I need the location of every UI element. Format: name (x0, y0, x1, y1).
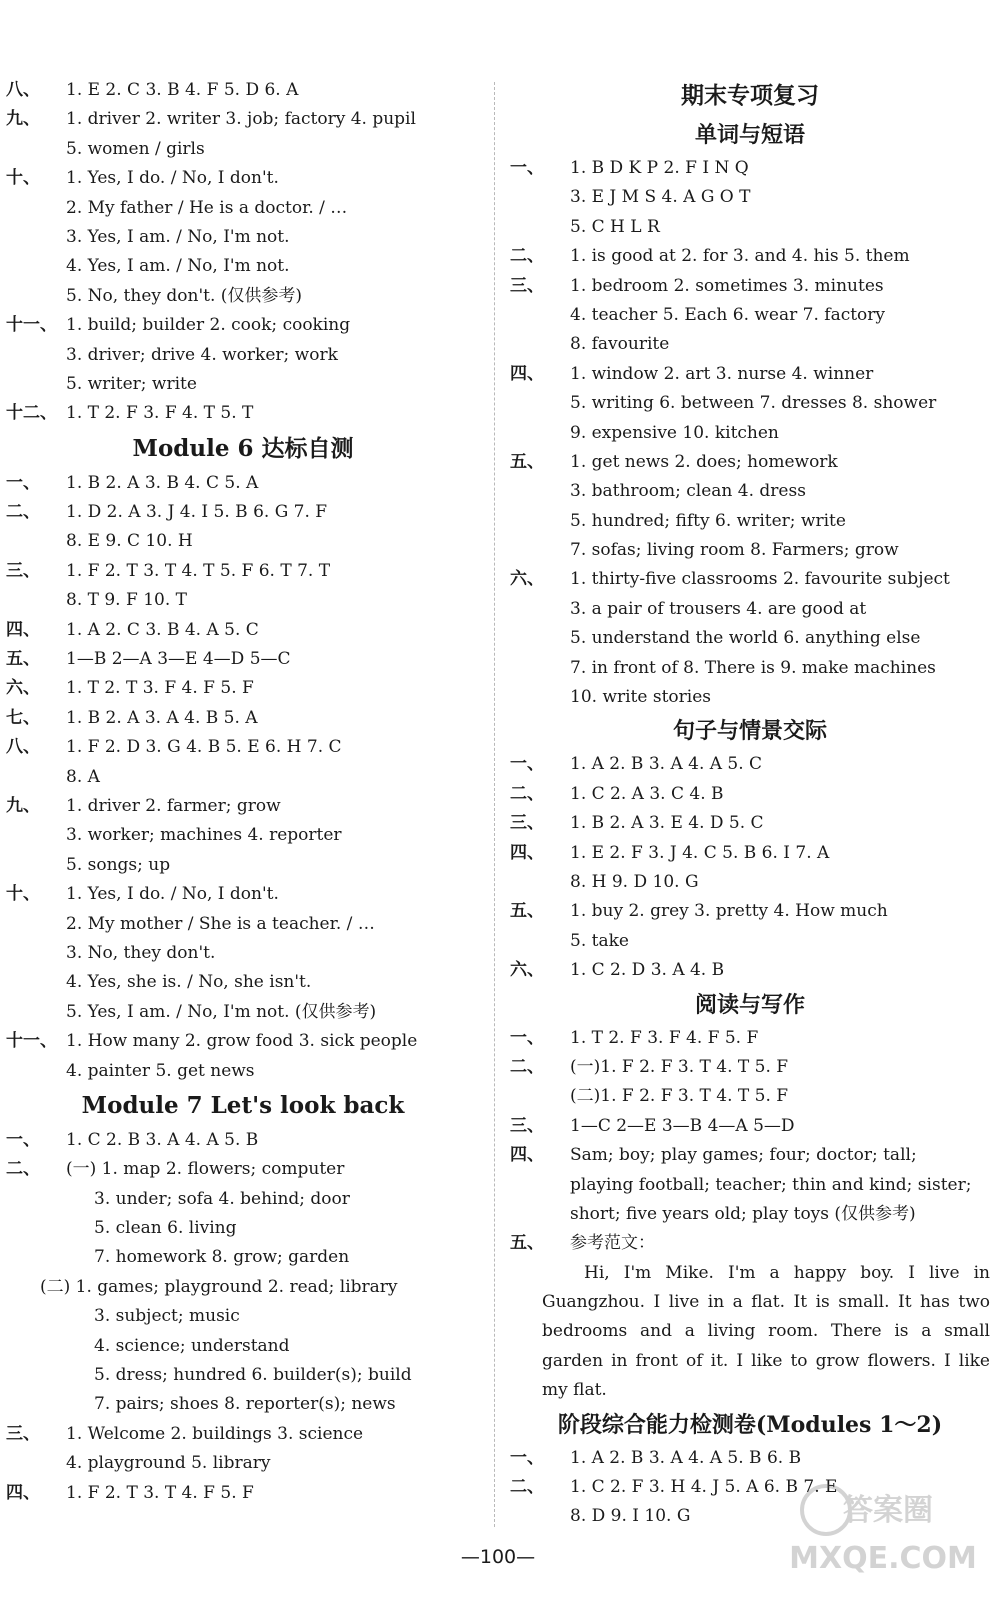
answer-text: 1. driver 2. farmer; grow (66, 795, 281, 816)
question-number: 四、 (6, 619, 40, 640)
answer-line (510, 595, 990, 624)
answer-text: 8. A (66, 766, 100, 787)
answer-text: 1. thirty-five classrooms 2. favourite subject (570, 569, 950, 590)
section-heading: Module 6 达标自测 (132, 434, 354, 462)
answer-text: 1. get news 2. does; homework (570, 451, 838, 472)
answer-text: 5. clean 6. living (94, 1218, 237, 1239)
answer-text: 2. My father / He is a doctor. / … (66, 197, 348, 218)
answer-line (510, 154, 990, 183)
answer-text: 7. sofas; living room 8. Farmers; grow (570, 540, 899, 561)
answer-line (6, 469, 480, 498)
answer-line (6, 586, 480, 615)
answer-line (6, 1273, 480, 1302)
answer-line (6, 1390, 480, 1419)
answer-line (6, 370, 480, 399)
left-column (6, 76, 480, 1508)
question-number: 六、 (510, 569, 544, 590)
answer-text: (二) 1. games; playground 2. read; library (40, 1276, 398, 1297)
answer-line (6, 733, 480, 762)
answer-text: 4. teacher 5. Each 6. wear 7. factory (570, 304, 886, 325)
answer-text: 1. F 2. T 3. T 4. T 5. F 6. T 7. T (66, 560, 331, 581)
question-number: 七、 (6, 707, 40, 728)
answer-text: 3. driver; drive 4. worker; work (66, 344, 338, 365)
subsection-heading: 阶段综合能力检测卷(Modules 1～2) (557, 1411, 943, 1438)
question-number: 五、 (510, 901, 544, 922)
question-number: 一、 (510, 754, 544, 775)
question-number: 三、 (6, 1423, 40, 1444)
answer-line (6, 1420, 480, 1449)
answer-line (510, 1082, 990, 1111)
answer-line (6, 998, 480, 1027)
answer-text: 7. homework 8. grow; garden (94, 1247, 350, 1268)
answer-line (510, 330, 990, 359)
answer-line (6, 1449, 480, 1478)
question-number: 六、 (510, 960, 544, 981)
answer-line (510, 780, 990, 809)
answer-line (510, 750, 990, 779)
answer-line (6, 1027, 480, 1056)
question-number: 四、 (510, 363, 544, 384)
subsection-heading: 阅读与写作 (694, 991, 805, 1018)
answer-text: 1. C 2. A 3. C 4. B (570, 783, 724, 804)
answer-line (510, 419, 990, 448)
answer-line (6, 763, 480, 792)
answer-line (510, 448, 990, 477)
answer-line (6, 1243, 480, 1272)
answer-text: 1. C 2. F 3. H 4. J 5. A 6. B 7. E (570, 1477, 838, 1498)
answer-line (510, 927, 990, 956)
answer-line (6, 1057, 480, 1086)
answer-text: 1. bedroom 2. sometimes 3. minutes (570, 275, 884, 296)
answer-text: 5. C H L R (570, 216, 660, 237)
answer-line (6, 1302, 480, 1331)
answer-text: 2. My mother / She is a teacher. / … (66, 913, 375, 934)
answer-text: 3. subject; music (94, 1306, 240, 1327)
answer-line (6, 1214, 480, 1243)
question-number: 二、 (6, 502, 40, 523)
answer-text: 1. Yes, I do. / No, I don't. (66, 884, 279, 905)
question-number: 一、 (6, 472, 40, 493)
answer-text: short; five years old; play toys (仅供参考) (570, 1203, 916, 1224)
answer-text: 3. worker; machines 4. reporter (66, 825, 342, 846)
question-number: 三、 (6, 560, 40, 581)
answer-line (6, 105, 480, 134)
right-column (510, 76, 990, 1532)
answer-text: 8. favourite (570, 334, 670, 355)
answer-text: 1. How many 2. grow food 3. sick people (66, 1031, 418, 1052)
page-number: —100— (460, 1546, 536, 1568)
answer-text: 1. D 2. A 3. J 4. I 5. B 6. G 7. F (66, 502, 328, 523)
answer-text: 4. science; understand (94, 1335, 290, 1356)
answer-text: 1. T 2. F 3. F 4. T 5. T (66, 403, 254, 424)
question-number: 四、 (510, 1145, 544, 1166)
answer-text: 5. take (570, 930, 629, 951)
answer-line (6, 1361, 480, 1390)
section-heading: Module 7 Let's look back (81, 1091, 405, 1119)
answer-line (6, 194, 480, 223)
question-number: 十一、 (6, 1031, 57, 1052)
answer-line (6, 223, 480, 252)
answer-line (510, 507, 990, 536)
answer-text: 1. is good at 2. for 3. and 4. his 5. them (570, 246, 910, 267)
answer-line (6, 851, 480, 880)
answer-line (510, 1053, 990, 1082)
question-number: 八、 (6, 80, 40, 100)
question-number: 六、 (6, 678, 40, 699)
answer-line (6, 704, 480, 733)
answer-line (6, 616, 480, 645)
answer-line (510, 242, 990, 271)
answer-line (510, 956, 990, 985)
answer-text: (一)1. F 2. F 3. T 4. T 5. F (570, 1056, 789, 1077)
answer-line (6, 792, 480, 821)
question-number: 二、 (510, 783, 544, 804)
answer-text: 1. B 2. A 3. E 4. D 5. C (570, 813, 764, 834)
answer-text: 1. A 2. B 3. A 4. A 5. C (570, 754, 763, 775)
answer-line (510, 654, 990, 683)
watermark-logo (788, 1468, 978, 1588)
question-number: 四、 (6, 1482, 40, 1503)
answer-line (510, 213, 990, 242)
answer-text: 3. a pair of trousers 4. are good at (570, 598, 867, 619)
answer-text: 5. writer; write (66, 373, 197, 394)
answer-text: 7. pairs; shoes 8. reporter(s); news (94, 1394, 396, 1415)
answer-text: (一) 1. map 2. flowers; computer (66, 1159, 345, 1180)
answer-text: 1. Yes, I do. / No, I don't. (66, 168, 279, 189)
answer-line (6, 674, 480, 703)
answer-text: 8. E 9. C 10. H (66, 531, 193, 552)
answer-line (6, 164, 480, 193)
answer-text: 5. No, they don't. (仅供参考) (66, 285, 303, 306)
answer-line (510, 1024, 990, 1053)
answer-line (6, 1332, 480, 1361)
answer-text: 1—C 2—E 3—B 4—A 5—D (570, 1115, 795, 1136)
answer-line (6, 968, 480, 997)
sample-essay: Hi, I'm Mike. I'm a happy boy. I live in Guangzhou. I live in a flat. It is small. It has two bedrooms and a living room. There is a small garden in front of it. I like to grow flowers. I like my flat. (542, 1262, 990, 1401)
question-number: 二、 (510, 1477, 544, 1498)
section-heading: 期末专项复习 (681, 82, 819, 109)
question-number: 八、 (6, 737, 40, 758)
answer-line (510, 389, 990, 418)
answer-line (6, 252, 480, 281)
answer-text: 5. hundred; fifty 6. writer; write (570, 510, 846, 531)
question-number: 二、 (510, 1056, 544, 1077)
watermark-mark: 答案圈 (843, 1493, 933, 1528)
answer-text: 1. A 2. B 3. A 4. A 5. B 6. B (570, 1447, 802, 1468)
answer-text: 1. E 2. C 3. B 4. F 5. D 6. A (66, 80, 299, 100)
answer-text: 1. F 2. D 3. G 4. B 5. E 6. H 7. C (66, 737, 342, 758)
question-number: 三、 (510, 813, 544, 834)
question-number: 一、 (510, 1447, 544, 1468)
answer-line (510, 1112, 990, 1141)
answer-line (510, 272, 990, 301)
answer-line (510, 1200, 990, 1229)
answer-text: 3. bathroom; clean 4. dress (570, 481, 806, 502)
answer-line (6, 645, 480, 674)
answer-text: 8. T 9. F 10. T (66, 590, 187, 611)
answer-line (6, 1155, 480, 1184)
answer-line (510, 536, 990, 565)
answer-text: 1. window 2. art 3. nurse 4. winner (570, 363, 874, 384)
answer-text: 5. songs; up (66, 854, 171, 875)
answer-text: 1. driver 2. writer 3. job; factory 4. pupil (66, 109, 416, 130)
watermark-text: MXQE.COM (789, 1541, 977, 1576)
answer-text: 1. T 2. F 3. F 4. F 5. F (570, 1027, 759, 1048)
answer-line (6, 341, 480, 370)
answer-text: 3. No, they don't. (66, 942, 216, 963)
question-number: 五、 (6, 649, 40, 670)
answer-line (510, 809, 990, 838)
answer-text: 4. Yes, she is. / No, she isn't. (66, 972, 312, 993)
answer-line (6, 821, 480, 850)
answer-line (6, 939, 480, 968)
subsection-heading: 句子与情景交际 (672, 718, 827, 745)
answer-line (510, 897, 990, 926)
answer-line (6, 76, 480, 105)
question-number: 四、 (510, 842, 544, 863)
question-number: 二、 (6, 1159, 40, 1180)
answer-text: 5. understand the world 6. anything else (570, 628, 921, 649)
answer-text: 1. E 2. F 3. J 4. C 5. B 6. I 7. A (570, 842, 830, 863)
answer-text: 1. Welcome 2. buildings 3. science (66, 1423, 364, 1444)
question-number: 二、 (510, 246, 544, 267)
answer-line (6, 557, 480, 586)
answer-text: 1. B 2. A 3. A 4. B 5. A (66, 707, 258, 728)
answer-line (6, 135, 480, 164)
answer-text: 1. C 2. D 3. A 4. B (570, 960, 725, 981)
answer-text: playing football; teacher; thin and kind; sister; (570, 1174, 972, 1195)
answer-text: 1. T 2. T 3. F 4. F 5. F (66, 678, 254, 699)
answer-text: 1. B 2. A 3. B 4. C 5. A (66, 472, 259, 493)
answer-line (510, 1171, 990, 1200)
answer-text: 4. playground 5. library (66, 1453, 271, 1474)
answer-text: 1. C 2. B 3. A 4. A 5. B (66, 1129, 259, 1150)
question-number: 九、 (6, 109, 40, 130)
question-number: 一、 (6, 1129, 40, 1150)
answer-text: 9. expensive 10. kitchen (570, 422, 779, 443)
answer-line (6, 282, 480, 311)
answer-text: (二)1. F 2. F 3. T 4. T 5. F (570, 1086, 789, 1107)
answer-text: 3. Yes, I am. / No, I'm not. (66, 226, 290, 247)
answer-line (510, 301, 990, 330)
answer-text: Sam; boy; play games; four; doctor; tall; (570, 1145, 917, 1166)
answer-text: 1. B D K P 2. F I N Q (570, 158, 749, 178)
answer-text: 4. Yes, I am. / No, I'm not. (66, 256, 290, 277)
answer-line (510, 683, 990, 712)
answer-line (6, 1126, 480, 1155)
answer-line (510, 868, 990, 897)
answer-text: 3. under; sofa 4. behind; door (94, 1188, 350, 1209)
subsection-heading: 单词与短语 (694, 122, 805, 148)
question-number: 一、 (510, 1027, 544, 1048)
answer-text: 1—B 2—A 3—E 4—D 5—C (66, 649, 291, 670)
question-number: 十、 (6, 884, 40, 905)
answer-text: 7. in front of 8. There is 9. make machines (570, 657, 936, 678)
answer-text: 5. Yes, I am. / No, I'm not. (仅供参考) (66, 1001, 377, 1022)
answer-text: 1. A 2. C 3. B 4. A 5. C (66, 619, 259, 640)
answer-line (510, 1141, 990, 1170)
question-number: 十、 (6, 168, 40, 189)
question-number: 一、 (510, 158, 544, 178)
answer-text: 5. writing 6. between 7. dresses 8. shower (570, 393, 937, 414)
question-number: 五、 (510, 451, 544, 472)
answer-text: 5. dress; hundred 6. builder(s); build (94, 1365, 412, 1386)
answer-line (510, 839, 990, 868)
question-number: 九、 (6, 795, 40, 816)
answer-text: 1. buy 2. grey 3. pretty 4. How much (570, 901, 888, 922)
question-number: 十一、 (6, 315, 57, 336)
question-number: 三、 (510, 275, 544, 296)
answer-line (6, 527, 480, 556)
answer-line (6, 1479, 480, 1508)
question-number: 五、 (510, 1233, 544, 1254)
answer-text: 参考范文： (570, 1233, 655, 1254)
answer-line (510, 624, 990, 653)
question-number: 三、 (510, 1115, 544, 1136)
column-divider (494, 82, 495, 1527)
question-number: 十二、 (6, 403, 57, 424)
answer-text: 3. E J M S 4. A G O T (570, 187, 751, 208)
answer-text: 4. painter 5. get news (66, 1060, 255, 1081)
answer-text: 1. build; builder 2. cook; cooking (66, 315, 351, 336)
answer-line (6, 498, 480, 527)
answer-line (510, 183, 990, 212)
answer-line (6, 399, 480, 428)
answer-text: 8. D 9. I 10. G (570, 1506, 691, 1527)
answer-line (510, 360, 990, 389)
answer-text: 8. H 9. D 10. G (570, 871, 699, 892)
answer-line (6, 311, 480, 340)
answer-text: 5. women / girls (66, 138, 205, 159)
answer-line (6, 880, 480, 909)
answer-line (510, 565, 990, 594)
answer-text: 1. F 2. T 3. T 4. F 5. F (66, 1482, 254, 1503)
answer-line (510, 1229, 990, 1258)
answer-line (510, 477, 990, 506)
answer-line (6, 910, 480, 939)
answer-line (6, 1185, 480, 1214)
answer-text: 10. write stories (570, 687, 711, 708)
